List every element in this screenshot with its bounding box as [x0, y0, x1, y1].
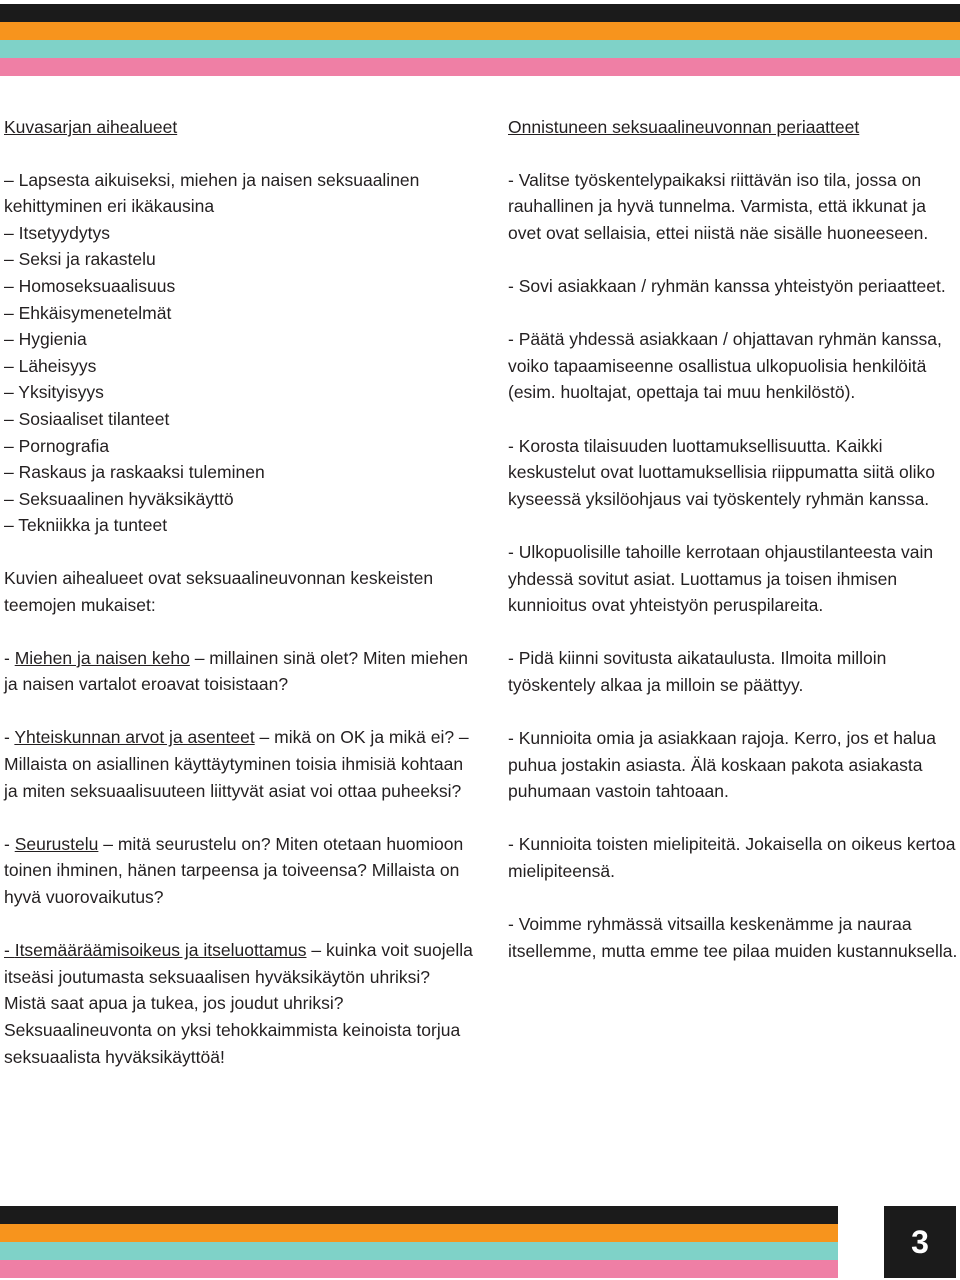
theme-values-and-attitudes — [4, 724, 474, 804]
themes-intro: Kuvien aihealueet ovat seksuaalineuvonnan keskeisten teemojen mukaiset: — [4, 567, 434, 615]
theme-text: – millainen sinä olet? Miten miehen ja naisen vartalot eroavat toisistaan? — [4, 647, 469, 695]
tip-paragraph: - Päätä yhdessä asiakkaan / ohjattavan ryhmän kanssa, voiko tapaamiseenne osallistua ulkopuolisia henkilöitä (esim. huoltajat, opettaja tai muu henkilöstö). — [508, 329, 942, 403]
tip-paragraph: - Kunnioita toisten mielipiteitä. Jokaisella on oikeus kertoa mielipiteensä. — [508, 834, 956, 882]
topic-item: – Pornografia — [4, 435, 110, 456]
topic-item: – Seksuaalinen hyväksikäyttö — [4, 488, 234, 509]
right-heading: Onnistuneen seksuaalineuvonnan periaatteet — [508, 117, 860, 137]
tip-paragraph: - Pidä kiinni sovitusta aikataulusta. Ilmoita milloin työskentely alkaa ja milloin se päättyy. — [508, 648, 887, 695]
theme-title: Itsemääräämisoikeus ja itseluottamus — [14, 940, 307, 961]
tip-paragraph: - Valitse työskentelypaikaksi riittävän iso tila, jossa on rauhallinen ja hyvä tunnelma. Varmista, että ikkunat ja ovet ovat sellaisia, ettei niistä näe sisälle huoneeseen. — [508, 169, 929, 243]
stripe-pink — [0, 1260, 838, 1278]
tip-paragraph: - Korosta tilaisuuden luottamuksellisuutta. Kaikki keskustelut ovat luottamuksellisia riippumatta siitä oliko kyseessä yksilöohjaus vai työskentely ryhmän kanssa. — [508, 435, 935, 509]
theme-text: – mitä seurustelu on? Miten otetaan huomioon toinen ihminen, hänen tarpeensa ja toiveensa? Millaista on hyvä vuorovaikutus? — [4, 833, 464, 908]
theme-title: Seurustelu — [14, 833, 99, 854]
theme-text: – mikä on OK ja mikä ei? – Millaista on asiallinen käyttäytyminen toisia ihmisiä kohtaan ja miten seksuaalisuuteen liittyvät asiat voi ottaa puheeksi? — [4, 727, 469, 801]
topic-item: – Sosiaaliset tilanteet — [4, 408, 170, 429]
right-column — [508, 114, 958, 991]
topic-item: – Hygienia — [4, 329, 87, 350]
theme-self-determination — [4, 937, 474, 1070]
tip-paragraph: - Ulkopuolisille tahoille kerrotaan ohjaustilanteesta vain yhdessä sovitut asiat. Luottamus ja toisen ihmisen kunnioitus ovat yhteistyön peruspilareita. — [508, 541, 934, 616]
topic-item: – Yksityisyys — [4, 382, 104, 403]
stripe-orange — [0, 1224, 838, 1242]
stripe-black — [0, 1206, 838, 1224]
topic-item: – Läheisyys — [4, 355, 97, 376]
top-color-stripes — [0, 4, 960, 76]
topic-item: – Tekniikka ja tunteet — [4, 515, 168, 536]
topic-item: – Lapsesta aikuiseksi, miehen ja naisen seksuaalinen kehittyminen eri ikäkausina — [4, 169, 420, 217]
stripe-pink — [0, 58, 960, 76]
theme-title: Yhteiskunnan arvot ja asenteet — [14, 727, 255, 748]
theme-text: – kuinka voit suojella itseäsi joutumasta seksuaalisen hyväksikäytön uhriksi? Mistä saat apua ja tukea, jos joudut uhriksi? Seksuaalineuvonta on yksi tehokkaimmista keinoista torjua seksuaalista hyväksikäyttöä! — [4, 940, 473, 1067]
left-column — [4, 114, 474, 1097]
topic-item: – Homoseksuaalisuus — [4, 275, 176, 296]
page-number: 3 — [884, 1206, 956, 1278]
stripe-black — [0, 4, 960, 22]
theme-prefix: - — [4, 940, 15, 961]
topic-item: – Ehkäisymenetelmät — [4, 302, 172, 323]
topic-item: – Itsetyydytys — [4, 222, 111, 243]
tip-paragraph: - Sovi asiakkaan / ryhmän kanssa yhteistyön periaatteet. — [508, 275, 946, 296]
stripe-teal — [0, 40, 960, 58]
theme-dating — [4, 831, 474, 911]
theme-prefix: - — [4, 833, 15, 854]
topic-list — [4, 167, 474, 539]
theme-prefix: - — [4, 647, 15, 668]
topic-item: – Seksi ja rakastelu — [4, 249, 156, 270]
bottom-color-stripes — [0, 1206, 838, 1278]
topic-item: – Raskaus ja raskaaksi tuleminen — [4, 462, 265, 483]
theme-title: Miehen ja naisen keho — [14, 647, 190, 668]
left-heading: Kuvasarjan aihealueet — [4, 117, 178, 137]
tip-paragraph: - Voimme ryhmässä vitsailla keskenämme ja nauraa itsellemme, mutta emme tee pilaa muiden kustannuksella. — [508, 914, 958, 961]
theme-prefix: - — [4, 727, 15, 748]
theme-body-and-gender — [4, 645, 474, 698]
stripe-orange — [0, 22, 960, 40]
tip-paragraph: - Kunnioita omia ja asiakkaan rajoja. Kerro, jos et halua puhua jostakin asiasta. Älä koskaan pakota asiakasta puhumaan vastoin tahtoaan. — [508, 728, 937, 802]
stripe-teal — [0, 1242, 838, 1260]
